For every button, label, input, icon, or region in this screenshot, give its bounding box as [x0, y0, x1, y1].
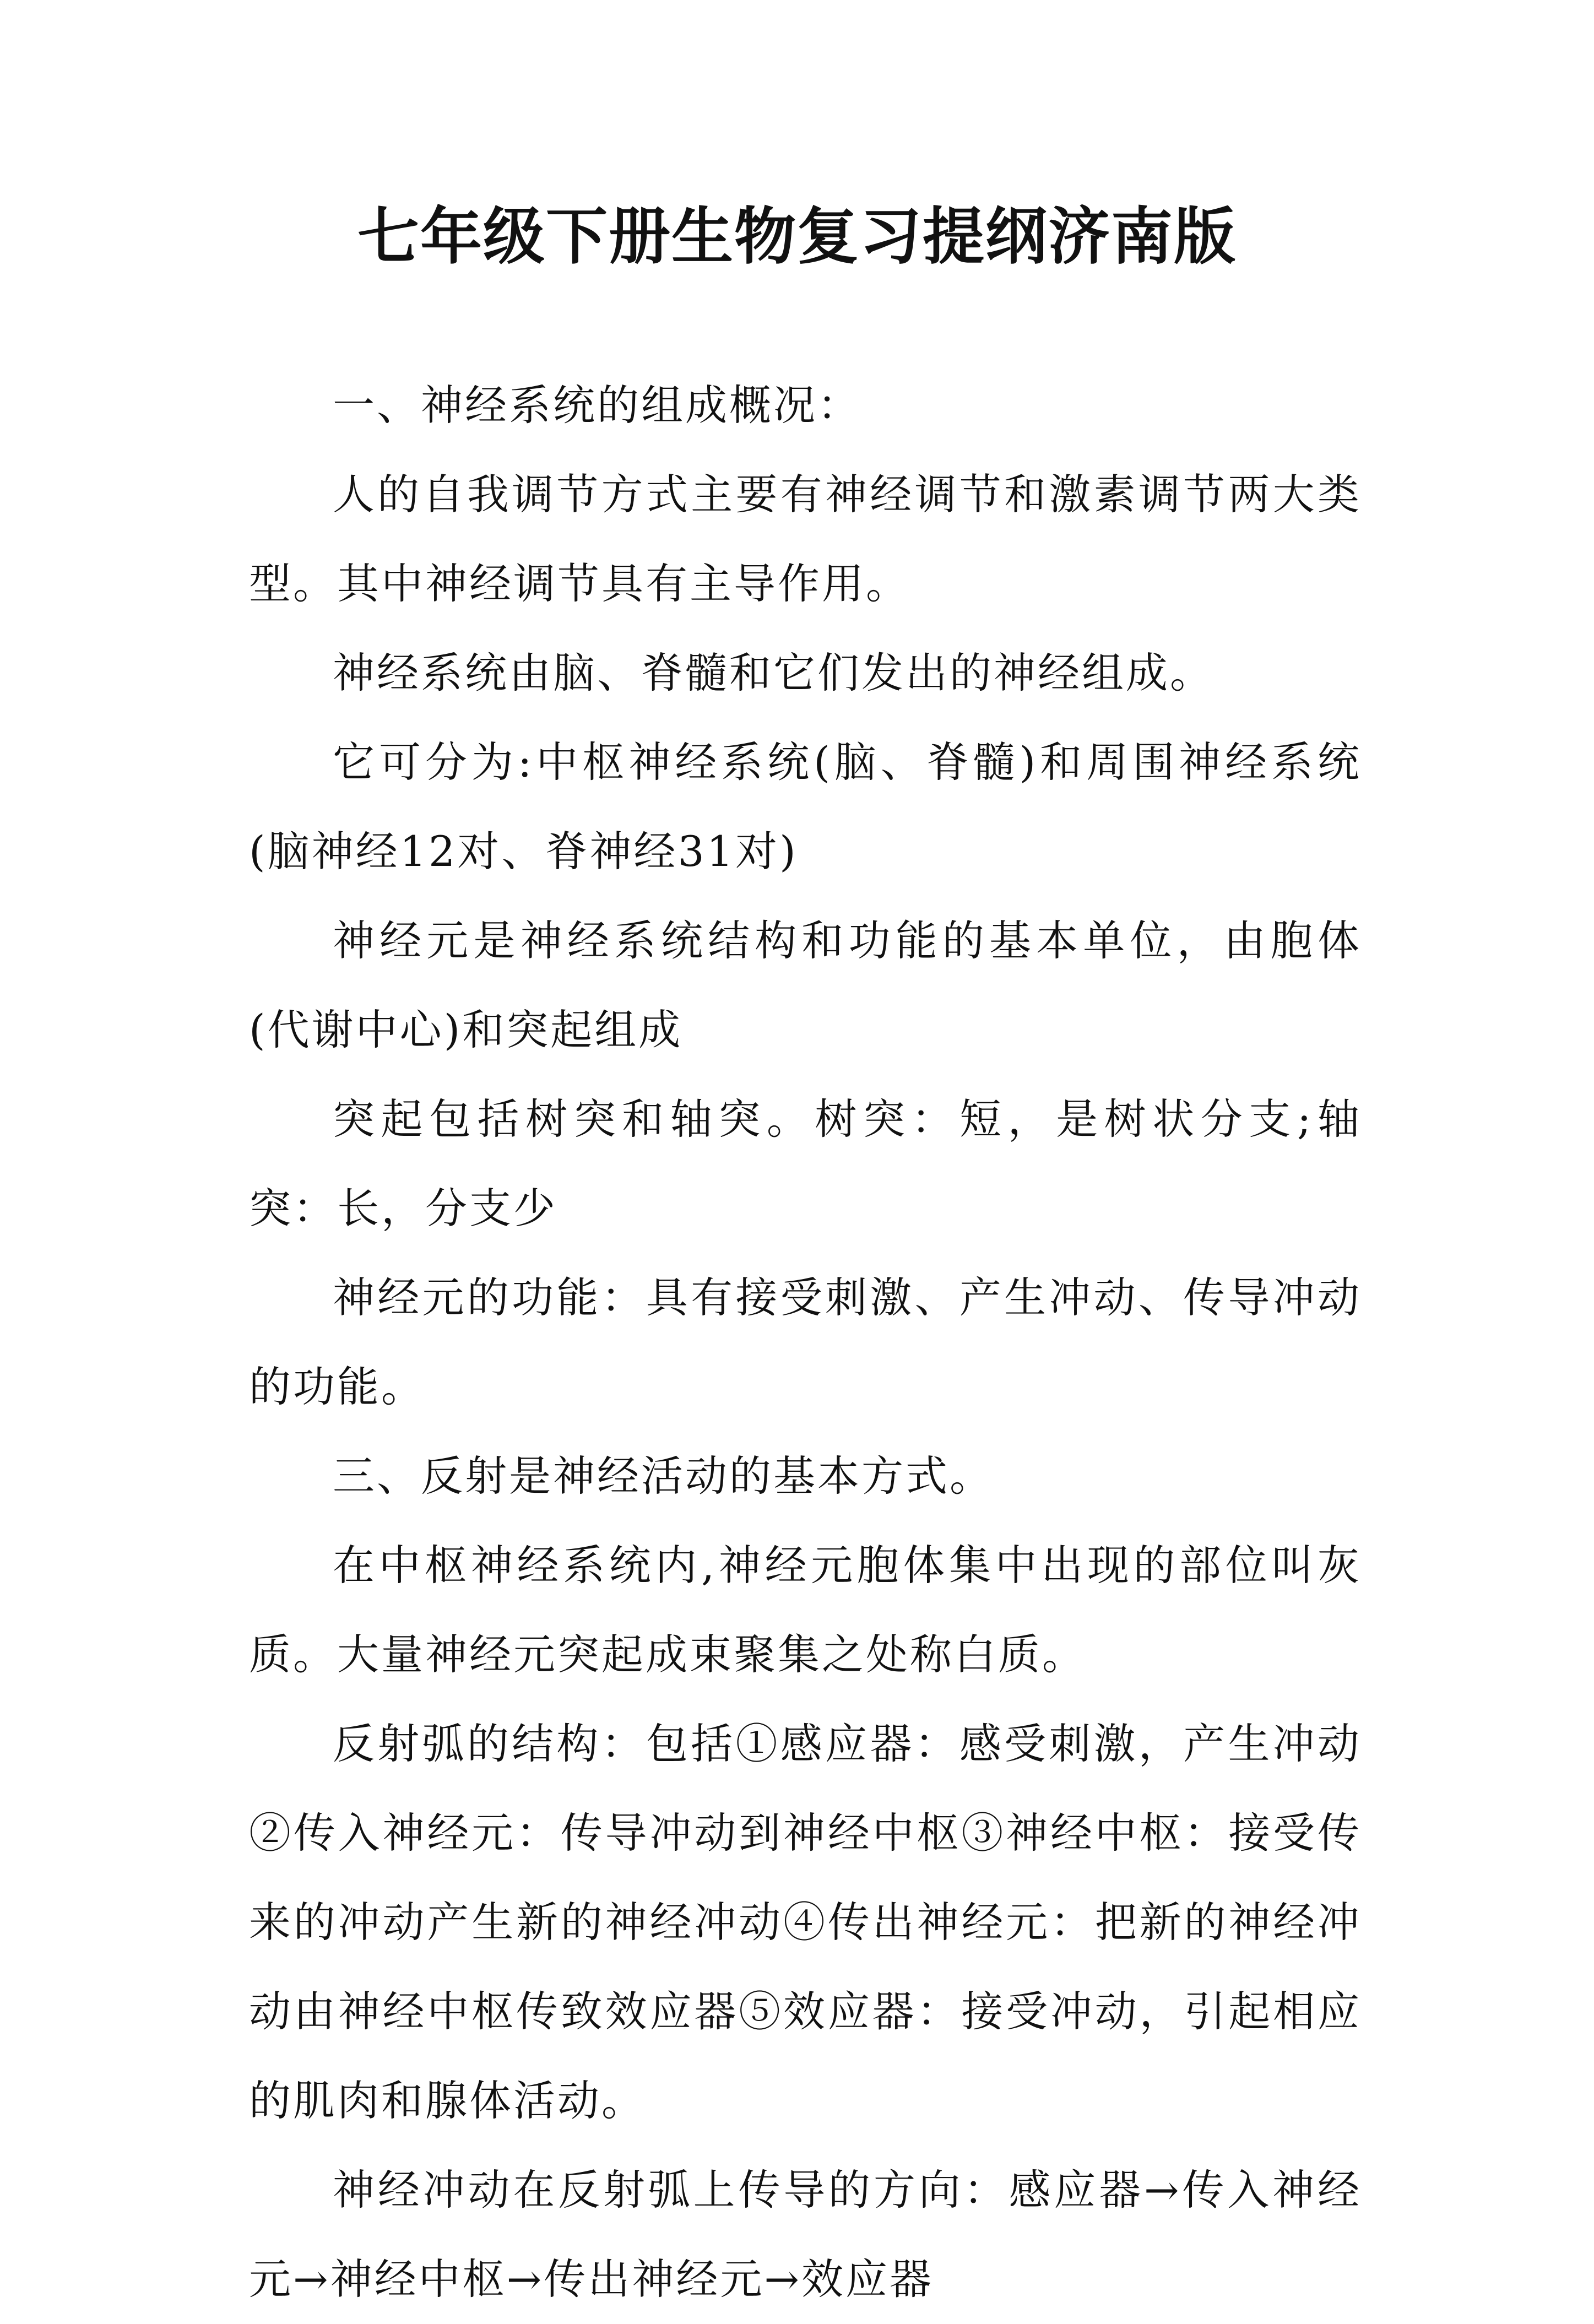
paragraph-impulse-direction: 神经冲动在反射弧上传导的方向：感应器→传入神经元→神经中枢→传出神经元→效应器: [249, 2165, 1362, 2304]
paragraph-section-three-heading: 三、反射是神经活动的基本方式。: [333, 1451, 994, 1500]
paragraph-dendrite-axon: 突起包括树突和轴突。树突：短，是树状分支;轴突：长，分支少: [249, 1095, 1362, 1233]
paragraph-neuron-function: 神经元的功能：具有接受刺激、产生冲动、传导冲动的功能。: [249, 1273, 1362, 1411]
document-title: 七年级下册生物复习提纲济南版: [357, 201, 1237, 273]
document-body: [249, 361, 1362, 2324]
paragraph-nervous-system-division: 它可分为:中枢神经系统(脑、脊髓)和周围神经系统(脑神经12对、脊神经31对): [249, 738, 1362, 876]
paragraph-nervous-system-composition: 神经系统由脑、脊髓和它们发出的神经组成。: [333, 648, 1214, 697]
paragraph-gray-white-matter: 在中枢神经系统内,神经元胞体集中出现的部位叫灰质。大量神经元突起成束聚集之处称白质。: [249, 1541, 1362, 1679]
paragraph-self-regulation: 人的自我调节方式主要有神经调节和激素调节两大类型。其中神经调节具有主导作用。: [249, 470, 1362, 608]
paragraph-neuron-unit: 神经元是神经系统结构和功能的基本单位，由胞体(代谢中心)和突起组成: [249, 916, 1362, 1054]
paragraph-reflex-arc-structure: 反射弧的结构：包括①感应器：感受刺激，产生冲动②传入神经元：传导冲动到神经中枢③神经中枢：接受传来的冲动产生新的神经冲动④传出神经元：把新的神经冲动由神经中枢传致效应器⑤效应器：接受冲动，引起相应的肌肉和腺体活动。: [249, 1719, 1362, 2125]
paragraph-section-one-heading: 一、神经系统的组成概况：: [333, 381, 861, 430]
